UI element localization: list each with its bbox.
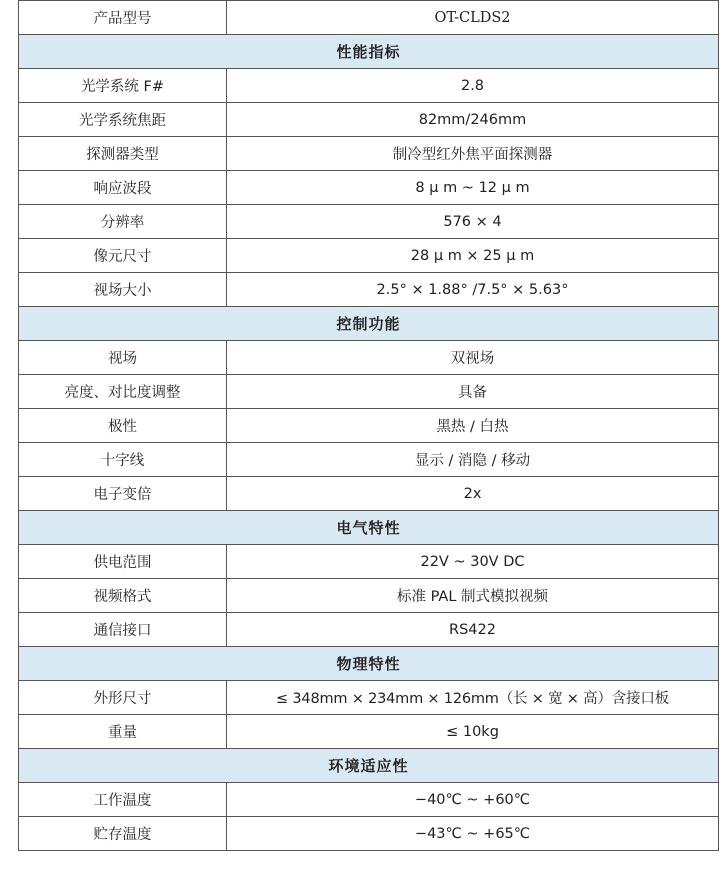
section-header-row bbox=[19, 749, 719, 783]
spec-label: 视频格式 bbox=[19, 579, 227, 613]
spec-row bbox=[19, 137, 719, 171]
spec-row bbox=[19, 69, 719, 103]
spec-row bbox=[19, 545, 719, 579]
spec-label: 像元尺寸 bbox=[19, 239, 227, 273]
section-header-row bbox=[19, 511, 719, 545]
spec-value: 8 μ m ~ 12 μ m bbox=[227, 171, 719, 205]
spec-value: 22V ~ 30V DC bbox=[227, 545, 719, 579]
spec-row bbox=[19, 341, 719, 375]
spec-value: ≤ 348mm × 234mm × 126mm（长 × 宽 × 高）含接口板 bbox=[227, 681, 719, 715]
spec-value: ≤ 10kg bbox=[227, 715, 719, 749]
spec-value: 双视场 bbox=[227, 341, 719, 375]
spec-row bbox=[19, 409, 719, 443]
spec-value: −40℃ ~ +60℃ bbox=[227, 783, 719, 817]
spec-value: 显示 / 消隐 / 移动 bbox=[227, 443, 719, 477]
spec-label: 探测器类型 bbox=[19, 137, 227, 171]
spec-label: 工作温度 bbox=[19, 783, 227, 817]
spec-row bbox=[19, 205, 719, 239]
model-label: 产品型号 bbox=[19, 1, 227, 35]
spec-row bbox=[19, 171, 719, 205]
spec-label: 十字线 bbox=[19, 443, 227, 477]
spec-label: 视场大小 bbox=[19, 273, 227, 307]
spec-value: 标准 PAL 制式模拟视频 bbox=[227, 579, 719, 613]
spec-table bbox=[18, 0, 719, 851]
spec-value: 2x bbox=[227, 477, 719, 511]
spec-row bbox=[19, 477, 719, 511]
spec-label: 电子变倍 bbox=[19, 477, 227, 511]
spec-value: 82mm/246mm bbox=[227, 103, 719, 137]
spec-row bbox=[19, 579, 719, 613]
spec-row bbox=[19, 443, 719, 477]
spec-label: 外形尺寸 bbox=[19, 681, 227, 715]
spec-row bbox=[19, 613, 719, 647]
spec-row bbox=[19, 715, 719, 749]
spec-label: 视场 bbox=[19, 341, 227, 375]
spec-label: 亮度、对比度调整 bbox=[19, 375, 227, 409]
spec-label: 光学系统焦距 bbox=[19, 103, 227, 137]
spec-row bbox=[19, 273, 719, 307]
section-title: 电气特性 bbox=[19, 511, 719, 545]
spec-row bbox=[19, 103, 719, 137]
spec-label: 通信接口 bbox=[19, 613, 227, 647]
spec-value: 制冷型红外焦平面探测器 bbox=[227, 137, 719, 171]
spec-row bbox=[19, 239, 719, 273]
spec-value: 具备 bbox=[227, 375, 719, 409]
spec-row bbox=[19, 817, 719, 851]
section-title: 控制功能 bbox=[19, 307, 719, 341]
spec-value: 黑热 / 白热 bbox=[227, 409, 719, 443]
section-title: 环境适应性 bbox=[19, 749, 719, 783]
spec-row bbox=[19, 783, 719, 817]
section-header-row bbox=[19, 35, 719, 69]
spec-value: −43℃ ~ +65℃ bbox=[227, 817, 719, 851]
spec-label: 光学系统 F# bbox=[19, 69, 227, 103]
spec-row bbox=[19, 375, 719, 409]
spec-value: 576 × 4 bbox=[227, 205, 719, 239]
model-value: OT-CLDS2 bbox=[227, 1, 719, 35]
spec-label: 重量 bbox=[19, 715, 227, 749]
section-header-row bbox=[19, 307, 719, 341]
spec-value: RS422 bbox=[227, 613, 719, 647]
spec-value: 28 μ m × 25 μ m bbox=[227, 239, 719, 273]
section-title: 性能指标 bbox=[19, 35, 719, 69]
spec-label: 分辨率 bbox=[19, 205, 227, 239]
spec-row bbox=[19, 681, 719, 715]
spec-label: 极性 bbox=[19, 409, 227, 443]
spec-label: 贮存温度 bbox=[19, 817, 227, 851]
spec-label: 供电范围 bbox=[19, 545, 227, 579]
spec-label: 响应波段 bbox=[19, 171, 227, 205]
spec-value: 2.5° × 1.88° /7.5° × 5.63° bbox=[227, 273, 719, 307]
section-title: 物理特性 bbox=[19, 647, 719, 681]
spec-table-body bbox=[19, 1, 719, 851]
section-header-row bbox=[19, 647, 719, 681]
model-row bbox=[19, 1, 719, 35]
spec-value: 2.8 bbox=[227, 69, 719, 103]
